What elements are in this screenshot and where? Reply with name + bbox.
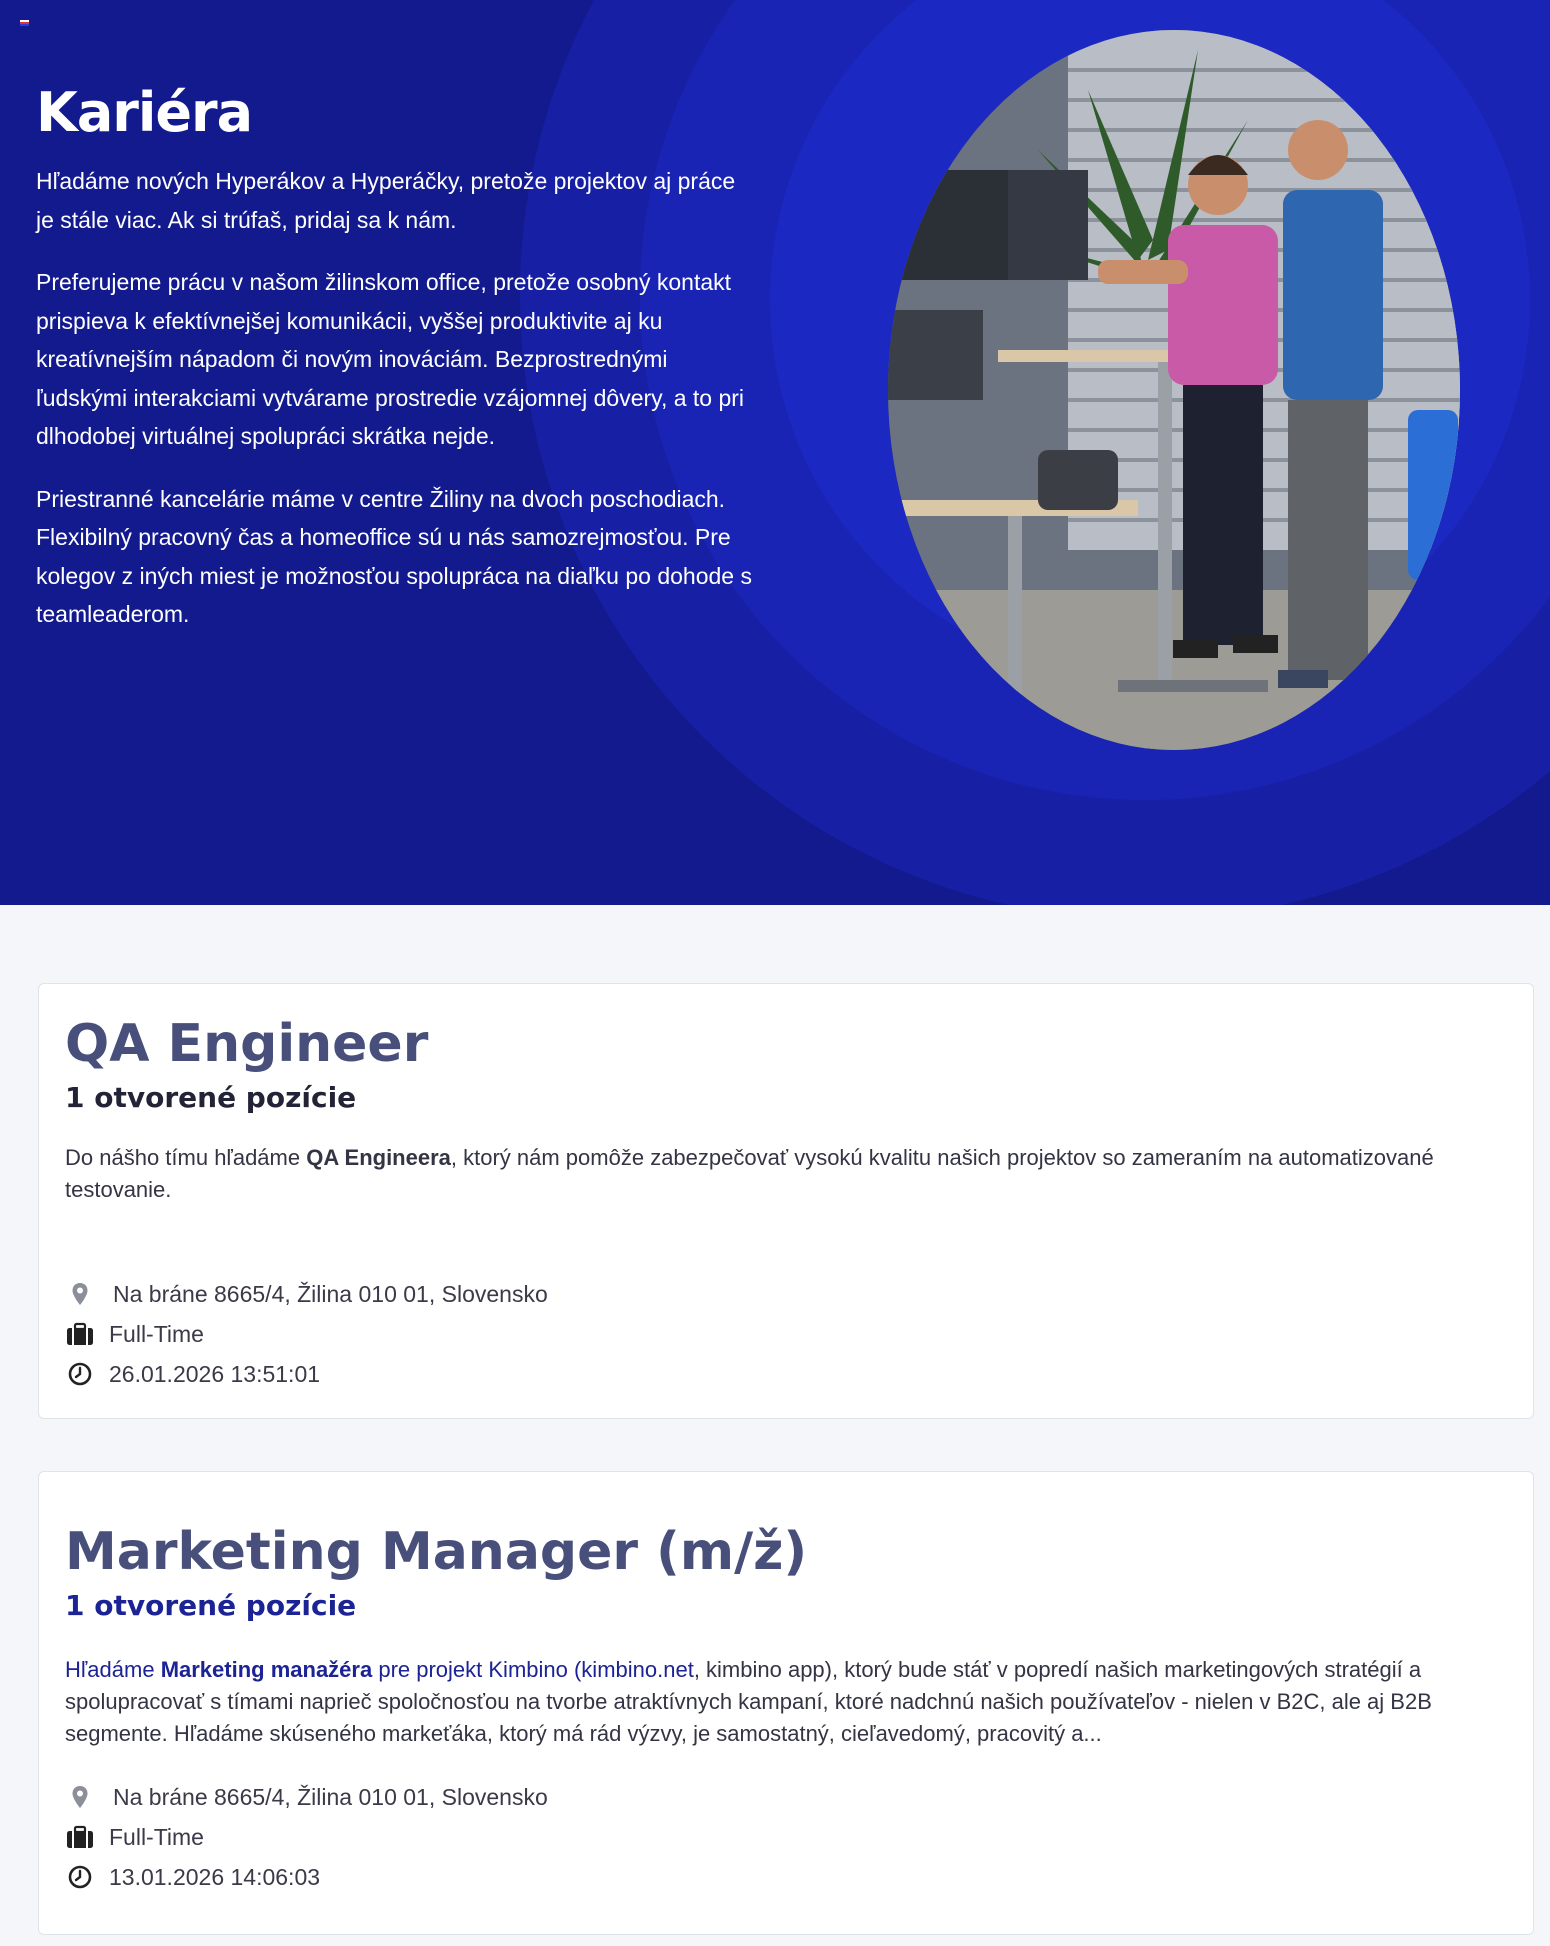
job-openings: 1 otvorené pozície (65, 1589, 357, 1622)
job-list (38, 983, 1534, 1946)
job-posted-text: 26.01.2026 13:51:01 (109, 1360, 321, 1387)
job-description-text: Do nášho tímu hľadáme (65, 1145, 307, 1170)
job-employment-type (65, 1314, 548, 1354)
clock-icon (65, 1359, 95, 1389)
job-location (65, 1777, 548, 1817)
page-title: Kariéra (36, 81, 253, 144)
job-title[interactable]: Marketing Manager (m/ž) (65, 1522, 808, 1582)
job-openings: 1 otvorené pozície (65, 1081, 357, 1114)
job-card[interactable] (38, 983, 1534, 1419)
job-location-text: Na bráne 8665/4, Žilina 010 01, Slovensko (113, 1783, 548, 1810)
job-title[interactable]: QA Engineer (65, 1014, 429, 1074)
job-location-text: Na bráne 8665/4, Žilina 010 01, Slovensko (113, 1280, 548, 1307)
hero-text (36, 78, 756, 658)
job-employment-text: Full-Time (109, 1320, 204, 1347)
language-flag-icon[interactable] (20, 20, 29, 26)
hero-paragraph: Priestranné kancelárie máme v centre Žiliny na dvoch poschodiach. Flexibilný pracovný čas a homeoffice sú u nás samozrejmosťou. Pre kolegov z iných miest je možnosťou spolupráca na diaľku po dohode s teamleaderom. (36, 485, 752, 627)
job-employment-text: Full-Time (109, 1823, 204, 1850)
job-description-highlight: QA Engineera (306, 1145, 451, 1170)
briefcase-icon (65, 1319, 95, 1349)
job-posted-date (65, 1354, 548, 1394)
office-photo (888, 30, 1460, 750)
hero-paragraph: Preferujeme prácu v našom žilinskom office, pretože osobný kontakt prispieva k efektívnejšej komunikácii, vyššej produktivite aj ku kreatívnejším nápadom či novým inováciám. Bezprostrednými ľudskými interakciami vytvárame prostredie vzájomnej dôvery, a to pri dlhodobej virtuálnej spolupráci skrátka nejde. (36, 269, 745, 449)
job-description-text: , kimbino app), ktorý bude stáť v popredí našich marketingových stratégií a spolupracovať s tímami naprieč spoločnosťou na tvorbe atraktívnych kampaní, ktoré nadchnú našich používateľov - nielen v B2C, ale aj B2B segmente. Hľadáme skúseného markeťáka, ktorý má rád výzvy, je samostatný, cieľavedomý, pracovitý a... (65, 1657, 1432, 1746)
hero-paragraph: Hľadáme nových Hyperákov a Hyperáčky, pretože projektov aj práce je stále viac. Ak si trúfaš, pridaj sa k nám. (36, 168, 736, 233)
job-location (65, 1274, 548, 1314)
job-posted-text: 13.01.2026 14:06:03 (109, 1863, 321, 1890)
job-description (65, 1654, 1485, 1750)
job-description-text: , ktorý nám pomôže zabezpečovať vysokú kvalitu našich projektov so zameraním na automatizované testovanie. (65, 1145, 1434, 1202)
job-description (65, 1142, 1485, 1206)
job-meta (65, 1777, 548, 1897)
job-posted-date (65, 1857, 548, 1897)
briefcase-icon (65, 1822, 95, 1852)
map-pin-icon (65, 1782, 95, 1812)
job-description-link[interactable]: Hľadáme (65, 1657, 161, 1682)
job-description-clamp (65, 1654, 1485, 1750)
job-meta (65, 1274, 548, 1394)
hero-section (0, 0, 1550, 905)
job-employment-type (65, 1817, 548, 1857)
job-card[interactable] (38, 1471, 1534, 1935)
clock-icon (65, 1862, 95, 1892)
job-description-highlight[interactable]: Marketing manažéra (160, 1657, 373, 1682)
job-description-link[interactable]: pre projekt Kimbino (kimbino.net (372, 1657, 694, 1682)
map-pin-icon (65, 1279, 95, 1309)
